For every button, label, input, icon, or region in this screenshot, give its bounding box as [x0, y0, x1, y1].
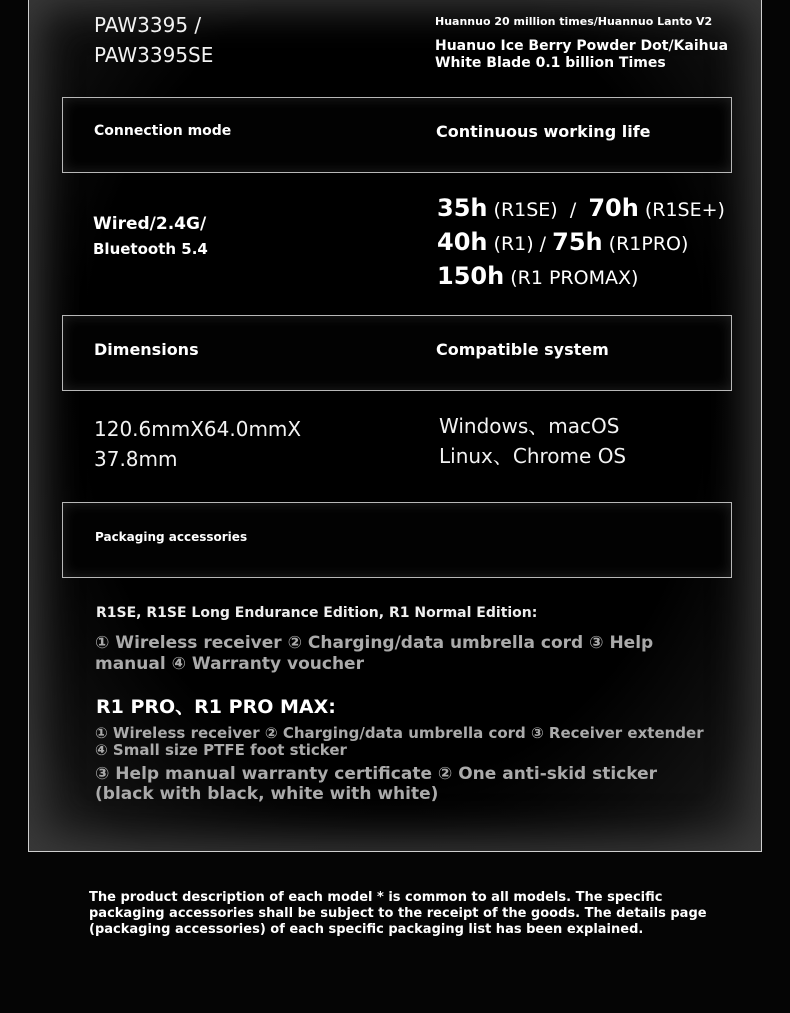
- switch-line1: Huannuo 20 million times/Huannuo Lanto V2: [435, 15, 713, 28]
- packaging-group2-items-a: ① Wireless receiver ② Charging/data umbrella cord ③ Receiver extender ④ Small size PTFE foot sticker: [95, 724, 704, 759]
- dimensions-value: [94, 414, 354, 474]
- working-life-header: Continuous working life: [436, 122, 651, 141]
- promax-hours: 150h: [437, 262, 505, 290]
- compatible-system-value: [439, 411, 699, 471]
- packaging-group2-title: R1 PRO、R1 PRO MAX:: [96, 696, 336, 718]
- dimensions-line2: 37.8mm: [94, 447, 178, 471]
- switch-value: [435, 14, 735, 72]
- r1se-plus-hours: 70h: [588, 194, 639, 222]
- life-line1: [437, 192, 757, 226]
- life-line2: [437, 226, 757, 260]
- working-life-value: [437, 192, 757, 294]
- sensor-line1: PAW3395 /: [94, 13, 202, 37]
- r1-label: (R1) /: [493, 233, 547, 255]
- sensor-value: [94, 10, 354, 70]
- r1se-plus-label: (R1SE+): [644, 199, 725, 221]
- r1se-label: (R1SE): [493, 199, 558, 221]
- packaging-group2-items-b: ③ Help manual warranty certificate ② One anti-skid sticker (black with black, white with white): [95, 764, 658, 804]
- compatible-system-header: Compatible system: [436, 340, 609, 359]
- packaging-header: Packaging accessories: [95, 530, 248, 544]
- r1pro-hours: 75h: [552, 228, 603, 256]
- header-row-packaging: [62, 502, 732, 578]
- switch-line2: Huanuo Ice Berry Powder Dot/Kaihua White Blade 0.1 billion Times: [435, 38, 729, 71]
- r1-hours: 40h: [437, 228, 488, 256]
- connection-line2: Bluetooth 5.4: [93, 240, 208, 258]
- packaging-group1-items: ① Wireless receiver ② Charging/data umbrella cord ③ Help manual ④ Warranty voucher: [95, 633, 654, 674]
- life-separator: /: [569, 199, 577, 221]
- os-line2: Linux、Chrome OS: [439, 444, 627, 468]
- header-row-connection: [62, 97, 732, 173]
- sensor-line2: PAW3395SE: [94, 43, 214, 67]
- connection-line1: Wired/2.4G/: [93, 214, 207, 234]
- header-row-dimensions: [62, 315, 732, 391]
- footnote: The product description of each model * is common to all models. The specific packaging accessories shall be subject to the receipt of the goods. The details page (packaging accessories) of each specific packaging list has been explained.: [89, 890, 707, 937]
- connection-value: [93, 210, 293, 260]
- connection-mode-header: Connection mode: [94, 123, 232, 139]
- promax-label: (R1 PROMAX): [510, 267, 639, 289]
- dimensions-header: Dimensions: [94, 340, 199, 359]
- r1se-hours: 35h: [437, 194, 488, 222]
- dimensions-line1: 120.6mmX64.0mmX: [94, 417, 302, 441]
- r1pro-label: (R1PRO): [608, 233, 689, 255]
- os-line1: Windows、macOS: [439, 414, 620, 438]
- life-line3: [437, 260, 757, 294]
- packaging-group1-title: R1SE, R1SE Long Endurance Edition, R1 Normal Edition:: [96, 605, 538, 621]
